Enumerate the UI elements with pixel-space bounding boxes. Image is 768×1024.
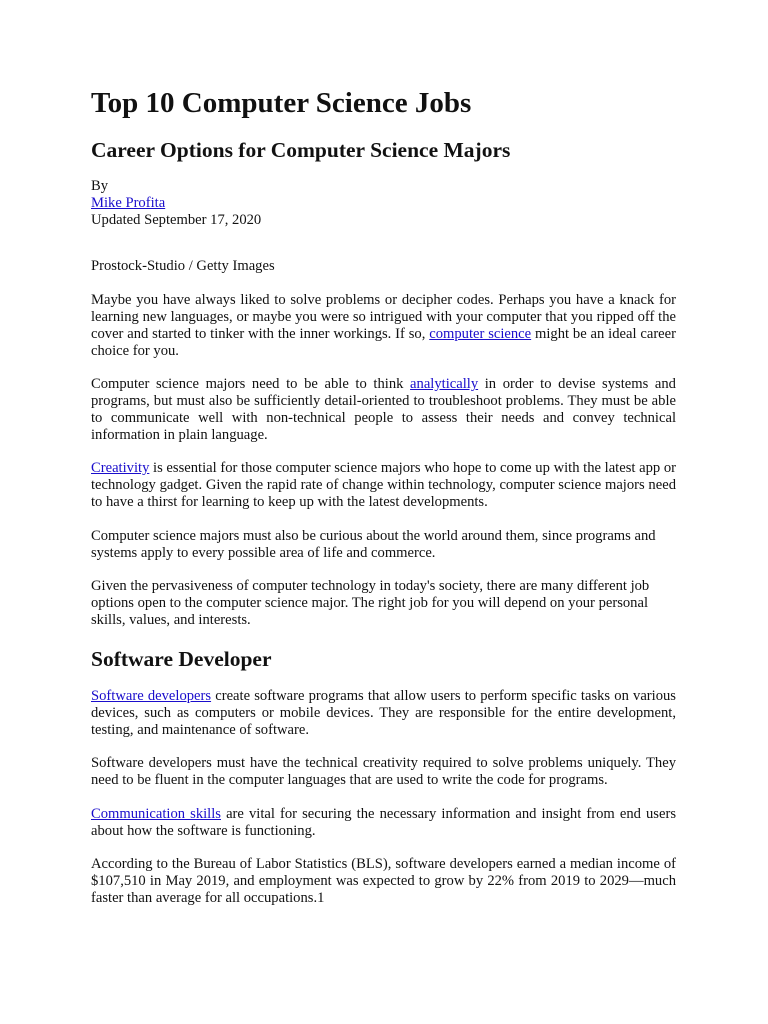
image-credit: Prostock-Studio / Getty Images [91, 258, 275, 274]
analytically-link[interactable]: analytically [410, 376, 479, 392]
section-heading-software-developer: Software Developer [91, 647, 272, 671]
software-dev-paragraph-1 [91, 688, 676, 739]
software-developers-link[interactable]: Software developers [91, 688, 212, 704]
communication-skills-link[interactable]: Communication skills [91, 806, 221, 822]
computer-science-link[interactable]: computer science [429, 325, 532, 342]
author-link[interactable]: Mike Profita [91, 195, 166, 211]
software-dev-paragraph-4: According to the Bureau of Labor Statistics (BLS), software developers earned a median income of $107,510 in May 2019, and employment was expected to grow by 22% from 2019 to 2029—much faster than average for all occupations.1 [91, 856, 676, 906]
byline-by: By [91, 178, 109, 194]
software-dev-paragraph-2: Software developers must have the technical creativity required to solve problems uniquely. They need to be fluent in the computer languages that are used to write the code for programs. [91, 755, 676, 788]
intro-p1-text-before: Maybe you have always liked to solve problems or decipher codes. Perhaps you have a knack for learning new languages, or maybe you were so intrigued with your computer that you ripped off the cover and started to tinker with the inner workings. If so, [91, 292, 676, 342]
intro-paragraph-2 [91, 376, 676, 444]
intro-p2-text-after: in order to devise systems and programs, but must also be sufficiently detail-oriented to troubleshoot problems. They must be able to communicate well with non-technical people to assess their needs and convey technical information in plain language. [91, 376, 676, 443]
intro-p3-text-after: is essential for those computer science majors who hope to come up with the latest app or technology gadget. Given the rapid rate of change within technology, computer science majors need to have a thirst for learning to keep up with the latest developments. [91, 460, 676, 510]
updated-date: Updated September 17, 2020 [91, 212, 262, 228]
intro-paragraph-1 [91, 292, 676, 360]
software-dev-p3-text-after: are vital for securing the necessary information and insight from end users about how the software is functioning. [91, 806, 676, 839]
article-subtitle: Career Options for Computer Science Majors [91, 138, 511, 162]
intro-p2-text-before: Computer science majors need to be able to think [91, 376, 411, 392]
intro-paragraph-3 [91, 460, 676, 511]
software-dev-p1-text-after: create software programs that allow users to perform specific tasks on various devices, such as computers or mobile devices. They are responsible for the entire development, testing, and maintenance of software. [91, 688, 676, 738]
creativity-link[interactable]: Creativity [91, 460, 150, 476]
article-title: Top 10 Computer Science Jobs [91, 87, 472, 119]
intro-p1-text-after: might be an ideal career choice for you. [91, 325, 676, 359]
byline-author-line [91, 195, 165, 212]
intro-paragraph-5: Given the pervasiveness of computer technology in today's society, there are many different job options open to the computer science major. The right job for you will depend on your personal skills, values, and interests. [91, 578, 650, 628]
software-dev-paragraph-3 [91, 806, 676, 840]
intro-paragraph-4: Computer science majors must also be curious about the world around them, since programs and systems apply to every possible area of life and commerce. [91, 528, 656, 561]
